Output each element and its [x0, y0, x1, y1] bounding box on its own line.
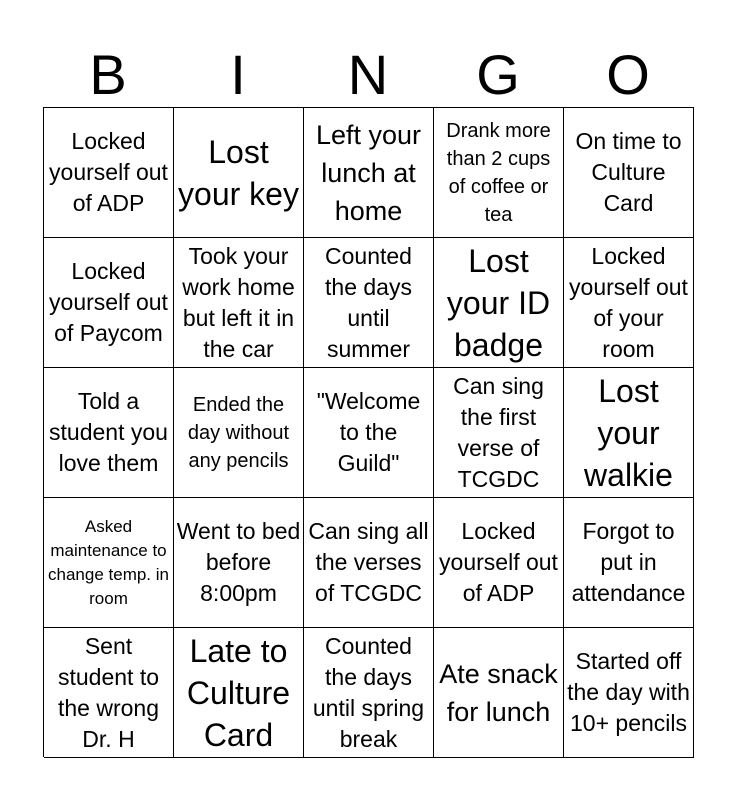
bingo-cell-text: Lost your ID badge [446, 242, 551, 363]
bingo-cell-text: Sent student to the wrong Dr. H [57, 632, 160, 752]
bingo-cell-text: Counted the days until spring break [312, 632, 425, 752]
bingo-cell[interactable] [304, 368, 434, 498]
bingo-cell-text: Can sing the first verse of TCGDC [453, 372, 544, 492]
bingo-cell-text: Ended the day without any pencils [187, 393, 290, 472]
bingo-cell-text: Left your lunch at home [315, 119, 422, 226]
bingo-cell-text: Counted the days until summer [325, 242, 412, 362]
bingo-cell[interactable] [304, 108, 434, 238]
bingo-cell-text: Told a student you love them [49, 388, 168, 476]
bingo-cell[interactable] [44, 108, 174, 238]
bingo-cell-text: Locked yourself out of Paycom [49, 258, 168, 346]
bingo-cell-text: Locked yourself out of your room [569, 242, 688, 362]
bingo-cell[interactable] [44, 368, 174, 498]
bingo-cell-text: Drank more than 2 cups of coffee or tea [446, 119, 551, 226]
bingo-cell[interactable] [174, 628, 304, 758]
bingo-cell[interactable] [44, 238, 174, 368]
bingo-cell-text: Took your work home but left it in the car [182, 242, 295, 362]
bingo-cell[interactable] [434, 238, 564, 368]
bingo-cell-text: Can sing all the verses of TCGDC [308, 518, 429, 606]
bingo-cell-text: Forgot to put in attendance [571, 518, 686, 606]
bingo-cell-text: Lost your key [178, 133, 299, 212]
bingo-cell-text: Locked yourself out of ADP [439, 518, 558, 606]
bingo-cell[interactable] [304, 628, 434, 758]
bingo-cell[interactable] [304, 238, 434, 368]
bingo-cell[interactable] [564, 368, 694, 498]
header-letter-g: G [476, 43, 520, 106]
bingo-cell-text: Started off the day with 10+ pencils [567, 648, 690, 736]
bingo-cell[interactable] [564, 108, 694, 238]
header-letter-n: N [347, 43, 389, 106]
bingo-cell-text: Late to Culture Card [186, 632, 291, 753]
header-letter-b: B [89, 43, 127, 106]
bingo-cell-text: On time to Culture Card [575, 128, 682, 216]
bingo-header [43, 42, 693, 108]
bingo-cell[interactable] [564, 628, 694, 758]
header-letter-i: I [230, 43, 246, 106]
bingo-cell[interactable] [434, 108, 564, 238]
bingo-cell-text: Lost your walkie [584, 372, 673, 493]
bingo-cell[interactable] [434, 628, 564, 758]
bingo-cell[interactable] [44, 628, 174, 758]
bingo-cell[interactable] [434, 368, 564, 498]
bingo-cell[interactable] [564, 238, 694, 368]
bingo-cell[interactable] [44, 498, 174, 628]
bingo-cell[interactable] [304, 498, 434, 628]
bingo-cell[interactable] [564, 498, 694, 628]
bingo-cell[interactable] [174, 368, 304, 498]
bingo-cell-text: Asked maintenance to change temp. in room [48, 516, 169, 608]
bingo-cell[interactable] [174, 498, 304, 628]
bingo-cell-text: "Welcome to the Guild" [316, 388, 421, 476]
bingo-cell[interactable] [174, 108, 304, 238]
bingo-board [43, 107, 694, 757]
bingo-cell[interactable] [434, 498, 564, 628]
bingo-cell[interactable] [174, 238, 304, 368]
bingo-cell-text: Went to bed before 8:00pm [176, 518, 301, 606]
bingo-cell-text: Ate snack for lunch [439, 658, 558, 727]
bingo-cell-text: Locked yourself out of ADP [49, 128, 168, 216]
header-letter-o: O [606, 43, 650, 106]
